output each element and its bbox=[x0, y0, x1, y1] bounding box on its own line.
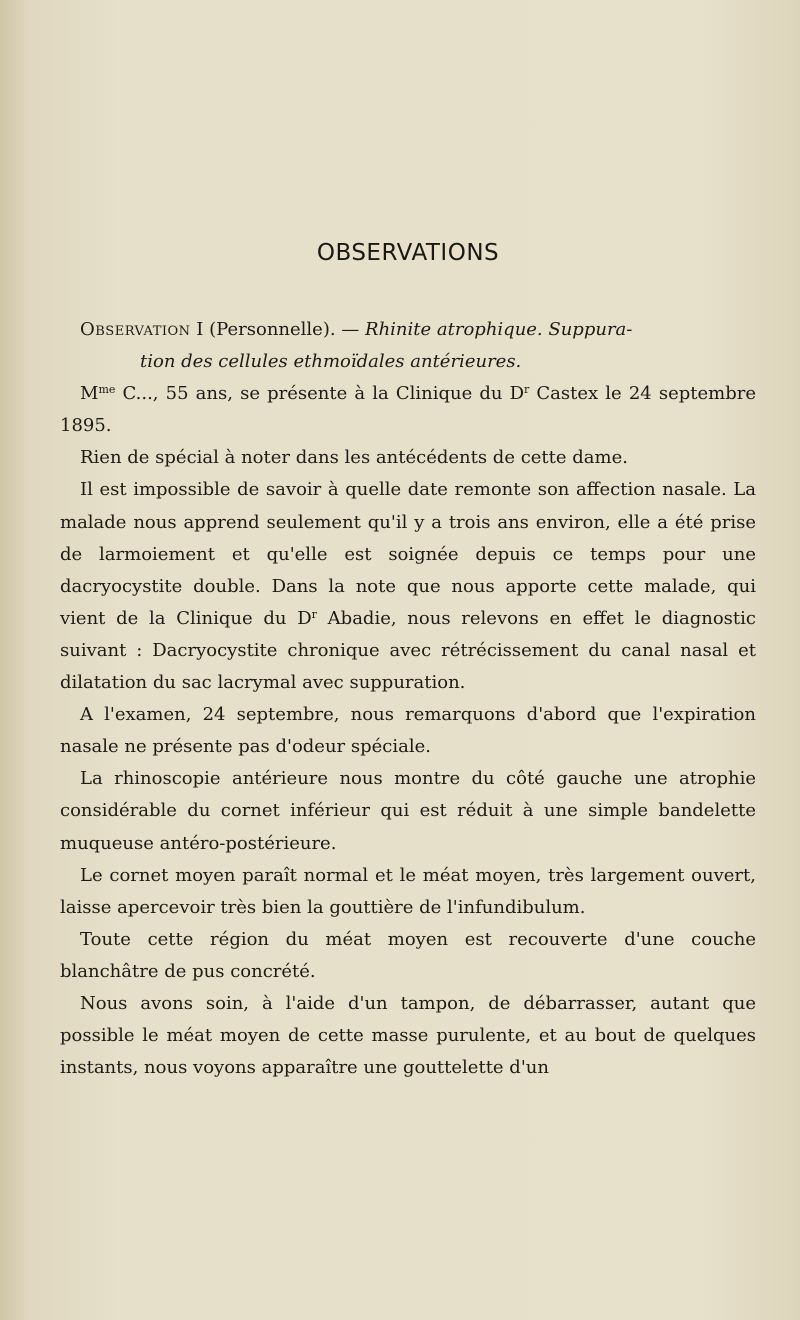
paragraph-7: Toute cette région du méat moyen est recouverte d'une couche blanchâtre de pus concrété. bbox=[60, 928, 756, 982]
p1-part-b: C..., 55 ans, se présente à la Clinique du D bbox=[115, 383, 525, 405]
p1-superscript-2: r bbox=[524, 383, 530, 397]
paragraph-2: Rien de spécial à noter dans les antécédents de cette dame. bbox=[80, 447, 628, 469]
observation-title bbox=[60, 314, 756, 378]
p1-part-a: M bbox=[80, 383, 99, 405]
observation-label: Observation bbox=[80, 319, 191, 340]
page-heading: OBSERVATIONS bbox=[316, 240, 500, 266]
paragraph-8: Nous avons soin, à l'aide d'un tampon, de débarrasser, autant que possible le méat moyen de cette masse purulente, et au bout de quelques instants, nous voyons apparaître une gouttelette d'un bbox=[60, 992, 756, 1079]
paragraph-6: Le cornet moyen paraît normal et le méat moyen, très largement ouvert, laisse apercevoir très bien la gouttière de l'infundibulum. bbox=[60, 864, 756, 918]
p1-part-c: Castex le 24 septembre 1895. bbox=[60, 383, 756, 437]
p1-superscript-1: me bbox=[98, 383, 116, 397]
paragraph-5: La rhinoscopie antérieure nous montre du côté gauche une atrophie considérable du cornet inférieur qui est réduit à une simple bandelette muqueuse antéro-postérieure. bbox=[60, 768, 756, 854]
observation-number: I bbox=[196, 319, 204, 340]
body-text bbox=[60, 314, 756, 1084]
paragraph-4: A l'examen, 24 septembre, nous remarquons d'abord que l'expiration nasale ne présente pas d'odeur spéciale. bbox=[60, 704, 756, 758]
paragraph-1 bbox=[60, 378, 756, 442]
p3-part-b: Abadie, nous relevons en effet le diagnostic suivant : Dacryocystite chronique avec rétrécissement du canal nasal et dilatation du sac lacrymal avec suppuration. bbox=[60, 607, 756, 694]
observation-type: (Personnelle). — bbox=[209, 319, 360, 340]
paragraph-3 bbox=[60, 474, 756, 699]
observation-title-line1: Rhinite atrophique. Suppura- bbox=[365, 319, 633, 340]
observation-title-line2: tion des cellules ethmoïdales antérieures. bbox=[140, 351, 522, 373]
p3-part-a: Il est impossible de savoir à quelle date remonte son affection nasale. La malade nous apprend seulement qu'il y a trois ans environ, elle a été prise de larmoiement et qu'elle est soignée depuis ce temps pour une dacryocystite double. Dans la note que nous apporte cette malade, qui vient de la Clinique du D bbox=[60, 479, 756, 629]
p3-superscript: r bbox=[311, 607, 317, 621]
